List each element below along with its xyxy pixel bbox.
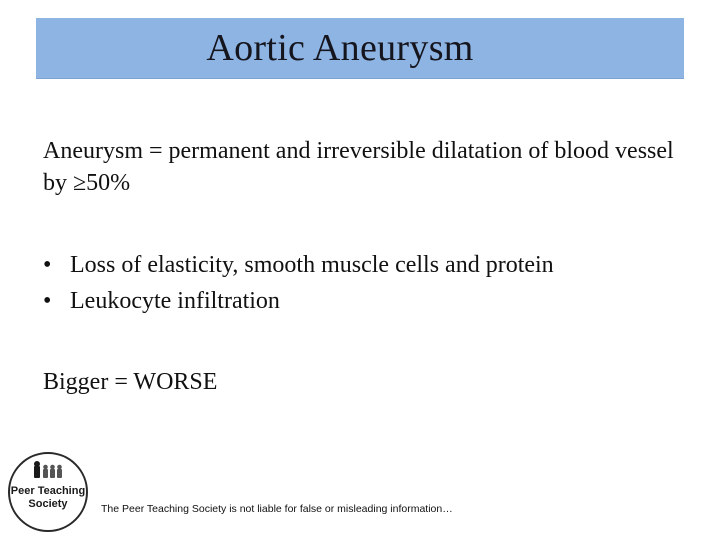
bullet-marker: • <box>43 252 52 278</box>
list-item <box>43 247 554 283</box>
definition-text: Aneurysm = permanent and irreversible dilatation of blood vessel by ≥50% <box>43 138 674 196</box>
logo-text-line1: Peer Teaching <box>10 485 86 497</box>
list-item <box>43 283 554 319</box>
bullet-text: Leukocyte infiltration <box>70 288 280 314</box>
logo-graphic <box>10 454 86 530</box>
bullet-list <box>43 247 554 319</box>
footer-disclaimer: The Peer Teaching Society is not liable for false or misleading information… <box>101 503 453 515</box>
bullet-text: Loss of elasticity, smooth muscle cells and protein <box>70 252 554 278</box>
logo-text-line2: Society <box>28 498 68 510</box>
title-bar <box>36 18 684 79</box>
peer-teaching-society-logo <box>8 452 88 532</box>
slide-title: Aortic Aneurysm <box>206 27 474 69</box>
conclusion-text: Bigger = WORSE <box>43 369 218 395</box>
bullet-marker: • <box>43 288 52 314</box>
people-icon <box>34 461 62 478</box>
